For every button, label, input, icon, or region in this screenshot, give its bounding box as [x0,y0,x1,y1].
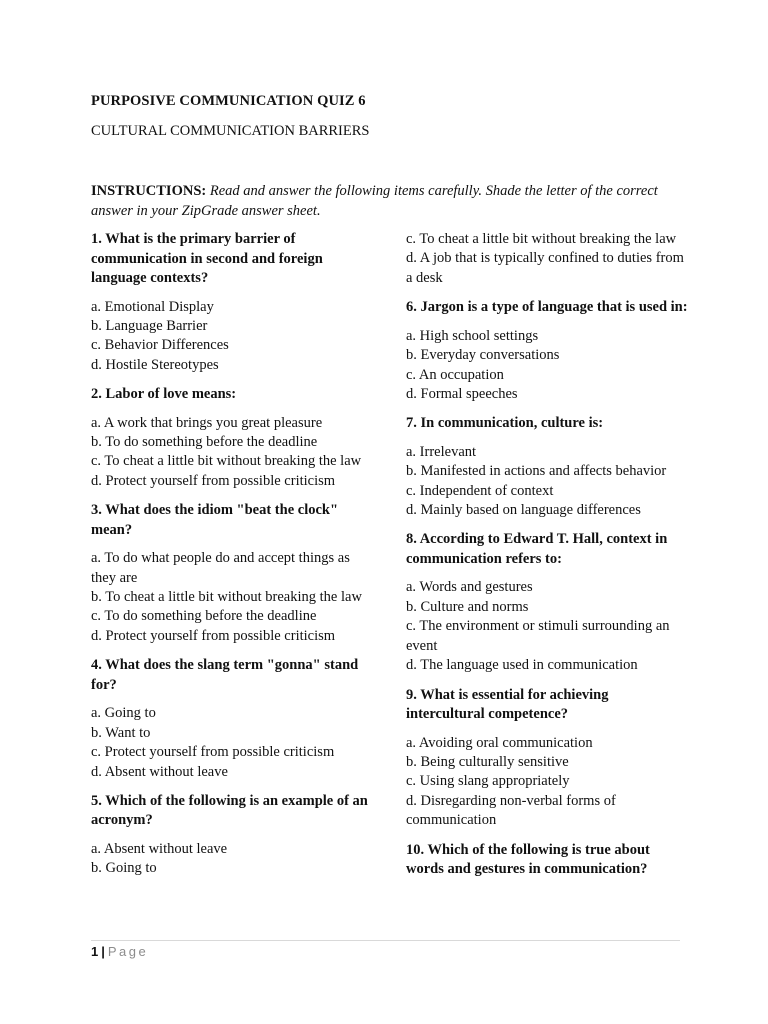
question-9: 9. What is essential for achieving intercultural competence? [406,686,609,722]
option: b. Language Barrier [91,317,208,334]
option: c. Independent of context [406,482,554,499]
question-8-options [406,578,688,675]
instructions [91,181,691,221]
question-6-options [406,327,688,405]
option: b. To cheat a little bit without breaking the law [91,589,362,606]
option: b. Everyday conversations [406,347,560,364]
question-3-options [91,549,376,646]
question-5-options-continued [406,230,688,288]
option: b. Want to [91,724,151,741]
option: a. High school settings [406,327,539,344]
question-1-options [91,298,376,376]
question-10: 10. Which of the following is true about words and gestures in communication? [406,841,650,878]
question-4-options [91,704,376,782]
option: d. Mainly based on language differences [406,502,641,519]
question-5: 5. Which of the following is an example of an acronym? [91,792,368,829]
question-3: 3. What does the idiom "beat the clock" mean? [91,502,339,538]
option: c. An occupation [406,366,504,383]
option: a. Absent without leave [91,840,228,857]
option: d. Hostile Stereotypes [91,356,219,373]
option: b. Being culturally sensitive [406,753,569,770]
option: d. Absent without leave [91,763,228,780]
option: d. Protect yourself from possible criticism [91,472,336,489]
option: a. Words and gestures [406,579,533,596]
question-6: 6. Jargon is a type of language that is used in: [406,299,688,316]
page-footer [91,944,148,959]
question-2-options [91,414,376,492]
question-5-options [91,840,376,879]
question-2: 2. Labor of love means: [91,386,237,403]
option: a. A work that brings you great pleasure [91,414,323,431]
question-7-options [406,443,688,521]
option: a. To do what people do and accept things as they are [91,550,350,586]
option: a. Irrelevant [406,443,477,460]
page-label: Page [107,944,149,959]
option: a. Going to [91,705,156,722]
instructions-label: INSTRUCTIONS: [91,183,207,199]
right-column [406,230,688,889]
quiz-subtitle: CULTURAL COMMUNICATION BARRIERS [91,123,370,139]
option: b. Going to [91,860,157,877]
option: d. The language used in communication [406,657,638,674]
option: c. Using slang appropriately [406,773,570,790]
footer-divider [91,940,680,941]
option: c. Behavior Differences [91,337,229,354]
option: d. Formal speeches [406,385,518,402]
option: b. Culture and norms [406,598,529,615]
option: c. To cheat a little bit without breaking the law [406,231,677,247]
option: a. Avoiding oral communication [406,734,593,751]
option: c. To cheat a little bit without breaking the law [91,453,362,470]
option: c. The environment or stimuli surrounding an event [406,618,670,654]
option: b. Manifested in actions and affects behavior [406,463,667,480]
option: d. Disregarding non-verbal forms of communication [406,792,616,829]
page-number: 1 [91,944,99,959]
question-1: 1. What is the primary barrier of communication in second and foreign language contexts? [91,231,323,286]
option: c. To do something before the deadline [91,608,317,625]
left-column [91,230,376,889]
question-8: 8. According to Edward T. Hall, context in communication refers to: [406,531,668,567]
instructions-text: Read and answer the following items carefully. Shade the letter of the correct answer in your ZipGrade answer sheet. [91,183,658,219]
question-4: 4. What does the slang term "gonna" stand for? [91,657,359,693]
option: c. Protect yourself from possible criticism [91,744,335,761]
footer-separator: | [101,944,105,959]
option: d. A job that is typically confined to duties from a desk [406,250,684,286]
option: a. Emotional Display [91,298,214,315]
question-9-options [406,734,688,831]
quiz-title: PURPOSIVE COMMUNICATION QUIZ 6 [91,93,366,109]
question-7: 7. In communication, culture is: [406,415,604,432]
option: b. To do something before the deadline [91,434,318,451]
option: d. Protect yourself from possible criticism [91,627,336,644]
